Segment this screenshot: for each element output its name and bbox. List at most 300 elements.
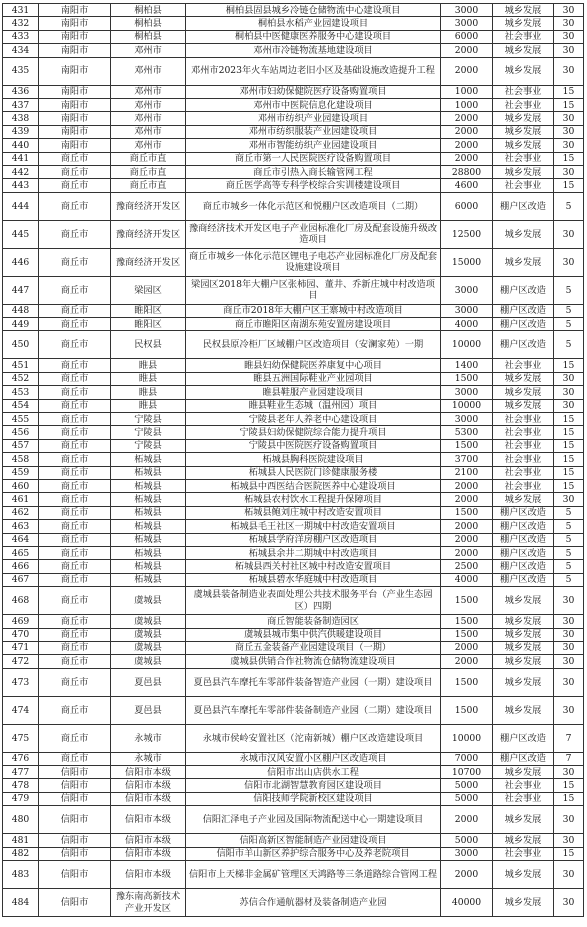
term-years-cell: 15 — [554, 453, 584, 466]
project-name-cell: 永城市汉风安置小区棚户区改造项目 — [186, 752, 441, 765]
city-cell: 信阳市 — [39, 806, 111, 834]
row-number-cell: 484 — [3, 889, 39, 917]
project-name-cell: 邓州市纺织服装产业园建设项目 — [186, 125, 441, 138]
row-number-cell: 438 — [3, 112, 39, 125]
city-cell: 南阳市 — [39, 112, 111, 125]
row-number-cell: 477 — [3, 766, 39, 779]
county-cell: 夏邑县 — [111, 668, 186, 696]
county-cell: 睢县 — [111, 399, 186, 412]
term-years-cell: 30 — [554, 889, 584, 917]
term-years-cell: 5 — [554, 318, 584, 331]
county-cell: 邓州市 — [111, 112, 186, 125]
city-cell: 商丘市 — [39, 479, 111, 492]
category-cell: 棚户区改造 — [493, 546, 554, 559]
county-cell: 柘城县 — [111, 466, 186, 479]
city-cell: 南阳市 — [39, 139, 111, 152]
city-cell: 商丘市 — [39, 359, 111, 372]
row-number-cell: 443 — [3, 179, 39, 192]
term-years-cell: 15 — [554, 152, 584, 165]
project-name-cell: 桐柏县水稻产业园建设项目 — [186, 17, 441, 30]
project-name-cell: 商丘市2018年大棚户区王寨城中村改造项目 — [186, 304, 441, 317]
table-row — [3, 17, 584, 30]
category-cell: 社会事业 — [493, 426, 554, 439]
project-name-cell: 柘城县西关村社区城中村改造安置项目 — [186, 560, 441, 573]
term-years-cell: 30 — [554, 30, 584, 43]
row-number-cell: 446 — [3, 248, 39, 276]
county-cell: 信阳市本级 — [111, 834, 186, 847]
row-number-cell: 432 — [3, 17, 39, 30]
category-cell: 城乡发展 — [493, 861, 554, 889]
city-cell: 商丘市 — [39, 533, 111, 546]
row-number-cell: 447 — [3, 276, 39, 304]
amount-cell: 10000 — [441, 331, 493, 359]
category-cell: 社会事业 — [493, 98, 554, 111]
city-cell: 商丘市 — [39, 331, 111, 359]
amount-cell: 10700 — [441, 766, 493, 779]
city-cell: 商丘市 — [39, 560, 111, 573]
county-cell: 邓州市 — [111, 57, 186, 85]
term-years-cell: 5 — [554, 546, 584, 559]
project-name-cell: 桐柏县固县城乡冷链仓储物流中心建设项目 — [186, 4, 441, 17]
term-years-cell: 30 — [554, 615, 584, 628]
amount-cell: 5000 — [441, 779, 493, 792]
category-cell: 棚户区改造 — [493, 304, 554, 317]
row-number-cell: 451 — [3, 359, 39, 372]
row-number-cell: 465 — [3, 546, 39, 559]
row-number-cell: 435 — [3, 57, 39, 85]
term-years-cell: 30 — [554, 57, 584, 85]
city-cell: 商丘市 — [39, 466, 111, 479]
category-cell: 城乡发展 — [493, 696, 554, 724]
project-name-cell: 商丘智能装备制造园区 — [186, 615, 441, 628]
amount-cell: 3000 — [441, 276, 493, 304]
project-name-cell: 睢县鞋业生态城（温州园）项目 — [186, 399, 441, 412]
table-row — [3, 125, 584, 138]
county-cell: 睢县 — [111, 372, 186, 385]
project-name-cell: 民权县原冷柜厂区域棚户区改造项目（安澜家苑）一期 — [186, 331, 441, 359]
amount-cell: 1500 — [441, 587, 493, 615]
city-cell: 信阳市 — [39, 889, 111, 917]
table-row — [3, 806, 584, 834]
city-cell: 信阳市 — [39, 779, 111, 792]
category-cell: 城乡发展 — [493, 628, 554, 641]
project-name-cell: 邓州市智能纺织产业园建设项目 — [186, 139, 441, 152]
category-cell: 城乡发展 — [493, 806, 554, 834]
project-name-cell: 信阳市羊山新区养护综合服务中心及养老院项目 — [186, 847, 441, 860]
term-years-cell: 30 — [554, 248, 584, 276]
table-row — [3, 426, 584, 439]
project-name-cell: 梁园区2018年大棚户区张柿园、董井、乔新庄城中村改造项目 — [186, 276, 441, 304]
project-name-cell: 虞城县装备制造业表面处理公共技术服务平台（产业生态园区）四期 — [186, 587, 441, 615]
amount-cell: 2500 — [441, 560, 493, 573]
project-name-cell: 商丘市引热入商长输管网工程 — [186, 165, 441, 178]
city-cell: 商丘市 — [39, 439, 111, 452]
project-name-cell: 邓州市2023年火车站周边老旧小区及基础设施改造提升工程 — [186, 57, 441, 85]
table-row — [3, 304, 584, 317]
project-name-cell: 商丘市城乡一体化示范区和悦棚户区改造项目（二期） — [186, 192, 441, 220]
term-years-cell: 30 — [554, 696, 584, 724]
term-years-cell: 30 — [554, 834, 584, 847]
project-name-cell: 商丘市第一人民医院医疗设备购置项目 — [186, 152, 441, 165]
county-cell: 睢县 — [111, 359, 186, 372]
city-cell: 商丘市 — [39, 696, 111, 724]
table-row — [3, 641, 584, 654]
city-cell: 商丘市 — [39, 587, 111, 615]
amount-cell: 1500 — [441, 372, 493, 385]
amount-cell: 1500 — [441, 668, 493, 696]
amount-cell: 3000 — [441, 304, 493, 317]
amount-cell: 2000 — [441, 861, 493, 889]
term-years-cell: 30 — [554, 4, 584, 17]
row-number-cell: 437 — [3, 98, 39, 111]
category-cell: 城乡发展 — [493, 889, 554, 917]
table-row — [3, 479, 584, 492]
row-number-cell: 458 — [3, 453, 39, 466]
term-years-cell: 15 — [554, 847, 584, 860]
table-row — [3, 220, 584, 248]
term-years-cell: 5 — [554, 533, 584, 546]
county-cell: 虞城县 — [111, 628, 186, 641]
category-cell: 城乡发展 — [493, 4, 554, 17]
table-row — [3, 372, 584, 385]
project-name-cell: 桐柏县中医健康医养服务中心建设项目 — [186, 30, 441, 43]
category-cell: 城乡发展 — [493, 125, 554, 138]
term-years-cell: 15 — [554, 85, 584, 98]
category-cell: 城乡发展 — [493, 44, 554, 57]
term-years-cell: 5 — [554, 276, 584, 304]
row-number-cell: 474 — [3, 696, 39, 724]
project-name-cell: 商丘五金装备产业园建设项目（一期） — [186, 641, 441, 654]
county-cell: 豫商经济开发区 — [111, 192, 186, 220]
category-cell: 社会事业 — [493, 453, 554, 466]
amount-cell: 4000 — [441, 318, 493, 331]
amount-cell: 5000 — [441, 834, 493, 847]
amount-cell: 3000 — [441, 17, 493, 30]
table-row — [3, 139, 584, 152]
term-years-cell: 30 — [554, 44, 584, 57]
row-number-cell: 468 — [3, 587, 39, 615]
row-number-cell: 467 — [3, 573, 39, 586]
county-cell: 睢县 — [111, 386, 186, 399]
city-cell: 商丘市 — [39, 724, 111, 752]
amount-cell: 2000 — [441, 139, 493, 152]
row-number-cell: 431 — [3, 4, 39, 17]
term-years-cell: 30 — [554, 372, 584, 385]
term-years-cell: 15 — [554, 439, 584, 452]
row-number-cell: 482 — [3, 847, 39, 860]
term-years-cell: 15 — [554, 413, 584, 426]
table-row — [3, 4, 584, 17]
row-number-cell: 445 — [3, 220, 39, 248]
amount-cell: 1500 — [441, 439, 493, 452]
term-years-cell: 5 — [554, 506, 584, 519]
project-name-cell: 商丘市城乡一体化示范区锂电子电芯产业园标准化厂房及配套设施建设项目 — [186, 248, 441, 276]
category-cell: 棚户区改造 — [493, 192, 554, 220]
amount-cell: 2000 — [441, 57, 493, 85]
table-row — [3, 587, 584, 615]
row-number-cell: 436 — [3, 85, 39, 98]
county-cell: 豫商经济开发区 — [111, 248, 186, 276]
row-number-cell: 483 — [3, 861, 39, 889]
table-row — [3, 112, 584, 125]
row-number-cell: 475 — [3, 724, 39, 752]
county-cell: 虞城县 — [111, 641, 186, 654]
county-cell: 桐柏县 — [111, 17, 186, 30]
amount-cell: 2000 — [441, 493, 493, 506]
table-row — [3, 834, 584, 847]
county-cell: 桐柏县 — [111, 30, 186, 43]
project-name-cell: 柘城县余井二期城中村改造项目 — [186, 546, 441, 559]
row-number-cell: 462 — [3, 506, 39, 519]
project-name-cell: 柘城县农村饮水工程提升保障项目 — [186, 493, 441, 506]
category-cell: 棚户区改造 — [493, 573, 554, 586]
project-name-cell: 睢县五洲国际鞋业产业园项目 — [186, 372, 441, 385]
project-name-cell: 商丘市睢阳区南湖东苑安置房建设项目 — [186, 318, 441, 331]
row-number-cell: 439 — [3, 125, 39, 138]
term-years-cell: 15 — [554, 479, 584, 492]
county-cell: 夏邑县 — [111, 696, 186, 724]
row-number-cell: 481 — [3, 834, 39, 847]
city-cell: 商丘市 — [39, 220, 111, 248]
amount-cell: 2000 — [441, 112, 493, 125]
amount-cell: 2000 — [441, 152, 493, 165]
term-years-cell: 5 — [554, 520, 584, 533]
term-years-cell: 30 — [554, 628, 584, 641]
category-cell: 棚户区改造 — [493, 724, 554, 752]
term-years-cell: 30 — [554, 399, 584, 412]
table-row — [3, 248, 584, 276]
category-cell: 社会事业 — [493, 479, 554, 492]
term-years-cell: 30 — [554, 668, 584, 696]
category-cell: 社会事业 — [493, 466, 554, 479]
project-name-cell: 夏邑县汽车摩托车零部件装备智造产业园（一期）建设项目 — [186, 668, 441, 696]
amount-cell: 15000 — [441, 248, 493, 276]
city-cell: 商丘市 — [39, 399, 111, 412]
category-cell: 城乡发展 — [493, 399, 554, 412]
amount-cell: 2000 — [441, 533, 493, 546]
city-cell: 南阳市 — [39, 125, 111, 138]
amount-cell: 6000 — [441, 192, 493, 220]
row-number-cell: 473 — [3, 668, 39, 696]
project-name-cell: 柘城县胸科医院建设项目 — [186, 453, 441, 466]
county-cell: 信阳市本级 — [111, 861, 186, 889]
amount-cell: 3700 — [441, 453, 493, 466]
term-years-cell: 15 — [554, 359, 584, 372]
row-number-cell: 440 — [3, 139, 39, 152]
term-years-cell: 30 — [554, 125, 584, 138]
county-cell: 宁陵县 — [111, 439, 186, 452]
project-name-cell: 柘城县人民医院门诊健康服务楼 — [186, 466, 441, 479]
amount-cell: 10000 — [441, 724, 493, 752]
term-years-cell: 30 — [554, 806, 584, 834]
category-cell: 棚户区改造 — [493, 506, 554, 519]
category-cell: 城乡发展 — [493, 615, 554, 628]
city-cell: 商丘市 — [39, 248, 111, 276]
city-cell: 商丘市 — [39, 426, 111, 439]
county-cell: 民权县 — [111, 331, 186, 359]
row-number-cell: 441 — [3, 152, 39, 165]
city-cell: 商丘市 — [39, 165, 111, 178]
amount-cell: 5000 — [441, 792, 493, 805]
city-cell: 信阳市 — [39, 847, 111, 860]
city-cell: 南阳市 — [39, 17, 111, 30]
city-cell: 商丘市 — [39, 192, 111, 220]
row-number-cell: 479 — [3, 792, 39, 805]
table-row — [3, 44, 584, 57]
city-cell: 商丘市 — [39, 493, 111, 506]
county-cell: 永城市 — [111, 752, 186, 765]
county-cell: 柘城县 — [111, 560, 186, 573]
amount-cell: 4600 — [441, 179, 493, 192]
city-cell: 南阳市 — [39, 30, 111, 43]
table-row — [3, 152, 584, 165]
county-cell: 邓州市 — [111, 85, 186, 98]
county-cell: 信阳市本级 — [111, 847, 186, 860]
category-cell: 城乡发展 — [493, 834, 554, 847]
county-cell: 柘城县 — [111, 573, 186, 586]
project-name-cell: 邓州市冷链物流基地建设项目 — [186, 44, 441, 57]
row-number-cell: 450 — [3, 331, 39, 359]
county-cell: 柘城县 — [111, 546, 186, 559]
project-table — [2, 3, 584, 917]
category-cell: 城乡发展 — [493, 248, 554, 276]
amount-cell: 3000 — [441, 413, 493, 426]
county-cell: 柘城县 — [111, 493, 186, 506]
county-cell: 虞城县 — [111, 587, 186, 615]
amount-cell: 2000 — [441, 479, 493, 492]
row-number-cell: 455 — [3, 413, 39, 426]
term-years-cell: 5 — [554, 560, 584, 573]
term-years-cell: 30 — [554, 112, 584, 125]
table-row — [3, 696, 584, 724]
category-cell: 城乡发展 — [493, 57, 554, 85]
county-cell: 商丘市直 — [111, 165, 186, 178]
county-cell: 柘城县 — [111, 479, 186, 492]
amount-cell: 2000 — [441, 125, 493, 138]
county-cell: 邓州市 — [111, 125, 186, 138]
city-cell: 商丘市 — [39, 276, 111, 304]
term-years-cell: 30 — [554, 766, 584, 779]
county-cell: 信阳市本级 — [111, 766, 186, 779]
category-cell: 城乡发展 — [493, 372, 554, 385]
row-number-cell: 469 — [3, 615, 39, 628]
category-cell: 社会事业 — [493, 413, 554, 426]
table-row — [3, 439, 584, 452]
project-name-cell: 信阳市北湖智慧教育园区建设项目 — [186, 779, 441, 792]
table-row — [3, 179, 584, 192]
table-row — [3, 85, 584, 98]
project-name-cell: 商丘医学高等专科学校综合实训楼建设项目 — [186, 179, 441, 192]
category-cell: 城乡发展 — [493, 493, 554, 506]
amount-cell: 1400 — [441, 359, 493, 372]
row-number-cell: 466 — [3, 560, 39, 573]
table-row — [3, 386, 584, 399]
term-years-cell: 30 — [554, 655, 584, 668]
term-years-cell: 30 — [554, 641, 584, 654]
amount-cell: 3000 — [441, 386, 493, 399]
row-number-cell: 478 — [3, 779, 39, 792]
row-number-cell: 434 — [3, 44, 39, 57]
city-cell: 南阳市 — [39, 85, 111, 98]
amount-cell: 5300 — [441, 426, 493, 439]
table-row — [3, 359, 584, 372]
table-row — [3, 546, 584, 559]
category-cell: 棚户区改造 — [493, 560, 554, 573]
category-cell: 棚户区改造 — [493, 276, 554, 304]
city-cell: 南阳市 — [39, 4, 111, 17]
county-cell: 豫东南高新技术产业开发区 — [111, 889, 186, 917]
table-row — [3, 506, 584, 519]
table-row — [3, 318, 584, 331]
amount-cell: 1000 — [441, 85, 493, 98]
county-cell: 商丘市直 — [111, 179, 186, 192]
city-cell: 商丘市 — [39, 304, 111, 317]
term-years-cell: 30 — [554, 220, 584, 248]
project-name-cell: 柘城县鲍刘庄城中村改造安置项目 — [186, 506, 441, 519]
term-years-cell: 30 — [554, 139, 584, 152]
category-cell: 城乡发展 — [493, 17, 554, 30]
row-number-cell: 442 — [3, 165, 39, 178]
category-cell: 城乡发展 — [493, 386, 554, 399]
city-cell: 南阳市 — [39, 44, 111, 57]
term-years-cell: 5 — [554, 573, 584, 586]
amount-cell: 12500 — [441, 220, 493, 248]
city-cell: 商丘市 — [39, 615, 111, 628]
amount-cell: 2100 — [441, 466, 493, 479]
city-cell: 商丘市 — [39, 506, 111, 519]
amount-cell: 3000 — [441, 4, 493, 17]
category-cell: 社会事业 — [493, 179, 554, 192]
row-number-cell: 470 — [3, 628, 39, 641]
county-cell: 柘城县 — [111, 506, 186, 519]
project-name-cell: 永城市侯岭安置社区（沱南新城）棚户区改造建设项目 — [186, 724, 441, 752]
county-cell: 宁陵县 — [111, 413, 186, 426]
table-row — [3, 792, 584, 805]
table-row — [3, 276, 584, 304]
amount-cell: 2000 — [441, 655, 493, 668]
row-number-cell: 449 — [3, 318, 39, 331]
category-cell: 城乡发展 — [493, 766, 554, 779]
row-number-cell: 454 — [3, 399, 39, 412]
project-name-cell: 夏邑县汽车摩托车零部件装备制造产业园（二期）建设项目 — [186, 696, 441, 724]
county-cell: 柘城县 — [111, 453, 186, 466]
project-name-cell: 虞城县供销合作社物流仓储物流建设项目 — [186, 655, 441, 668]
term-years-cell: 7 — [554, 752, 584, 765]
city-cell: 南阳市 — [39, 98, 111, 111]
city-cell: 商丘市 — [39, 318, 111, 331]
table-row — [3, 724, 584, 752]
amount-cell: 2000 — [441, 806, 493, 834]
category-cell: 社会事业 — [493, 85, 554, 98]
term-years-cell: 30 — [554, 165, 584, 178]
term-years-cell: 5 — [554, 331, 584, 359]
amount-cell: 4000 — [441, 573, 493, 586]
table-row — [3, 98, 584, 111]
amount-cell: 1500 — [441, 628, 493, 641]
term-years-cell: 15 — [554, 98, 584, 111]
table-row — [3, 573, 584, 586]
city-cell: 商丘市 — [39, 413, 111, 426]
category-cell: 棚户区改造 — [493, 520, 554, 533]
term-years-cell: 7 — [554, 724, 584, 752]
row-number-cell: 472 — [3, 655, 39, 668]
row-number-cell: 453 — [3, 386, 39, 399]
city-cell: 商丘市 — [39, 453, 111, 466]
table-row — [3, 847, 584, 860]
row-number-cell: 476 — [3, 752, 39, 765]
city-cell: 商丘市 — [39, 152, 111, 165]
amount-cell: 1000 — [441, 98, 493, 111]
